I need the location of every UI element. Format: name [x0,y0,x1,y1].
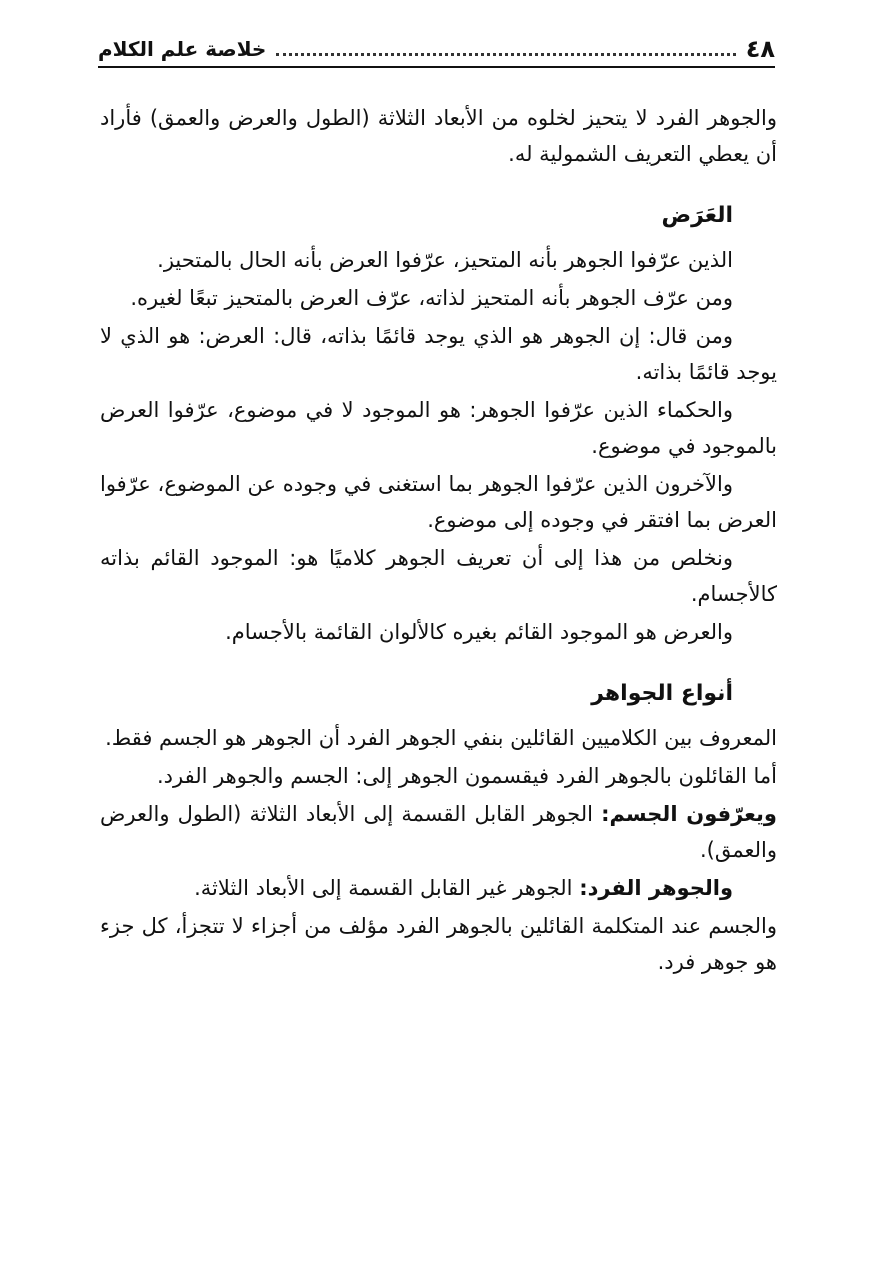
term-definition: الجوهر القابل القسمة إلى الأبعاد الثلاثة (الطول والعرض والعمق). [100,802,777,862]
paragraph: والحكماء الذين عرّفوا الجوهر: هو الموجود لا في موضوع، عرّفوا العرض بالموجود في موضوع. [100,398,777,458]
running-title: خلاصة علم الكلام [98,37,267,61]
paragraph: ومن قال: إن الجوهر هو الذي يوجد قائمًا بذاته، قال: العرض: هو الذي لا يوجد قائمًا بذاته. [100,324,777,384]
paragraph [100,796,777,868]
running-header [98,30,775,68]
term-definition: الجوهر غير القابل القسمة إلى الأبعاد الثلاثة. [194,876,580,900]
paragraph: ونخلص من هذا إلى أن تعريف الجوهر كلاميًا هو: الموجود القائم بذاته كالأجسام. [100,546,777,606]
paragraph: الذين عرّفوا الجوهر بأنه المتحيز، عرّفوا العرض بأنه الحال بالمتحيز. [157,248,733,272]
paragraph: أما القائلون بالجوهر الفرد فيقسمون الجوهر إلى: الجسم والجوهر الفرد. [156,764,777,788]
term-label: والجوهر الفرد: [579,876,733,900]
paragraph: والجسم عند المتكلمة القائلين بالجوهر الفرد مؤلف من أجزاء لا تتجزأ، كل جزء هو جوهر فرد. [100,914,777,974]
paragraph: المعروف بين الكلاميين القائلين بنفي الجوهر الفرد أن الجوهر هو الجسم فقط. [105,726,777,750]
page-number: ٤٨ [745,35,775,63]
header-dot-leader [276,53,735,56]
paragraph [100,870,777,906]
section-heading-arad: العَرَض [661,203,733,228]
paragraph: والآخرون الذين عرّفوا الجوهر بما استغنى في وجوده عن الموضوع، عرّفوا العرض بما افتقر في وجوده إلى موضوع. [100,472,777,532]
paragraph: ومن عرّف الجوهر بأنه المتحيز لذاته، عرّف العرض بالمتحيز تبعًا لغيره. [130,286,733,310]
intro-paragraph: والجوهر الفرد لا يتحيز لخلوه من الأبعاد الثلاثة (الطول والعرض والعمق) فأراد أن يعطي التعريف الشمولية له. [100,106,777,166]
section-heading-types: أنواع الجواهر [591,681,733,706]
page-body [100,100,777,982]
paragraph: والعرض هو الموجود القائم بغيره كالألوان القائمة بالأجسام. [225,620,733,644]
term-label: ويعرّفون الجسم: [601,802,777,826]
